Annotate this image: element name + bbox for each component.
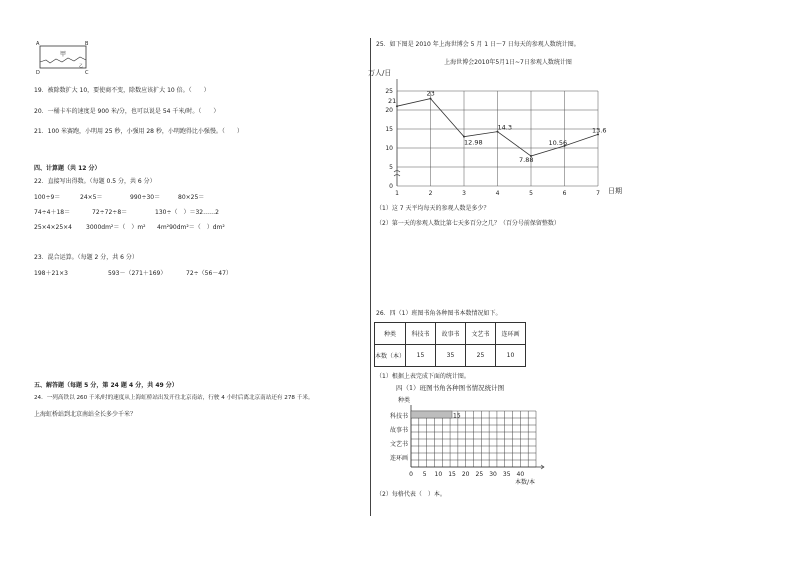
- bar-chart-x-tick: 20: [461, 471, 470, 478]
- bar-chart-x-tick: 40: [516, 471, 525, 478]
- line-chart-ylabel: 万人/日: [368, 69, 392, 77]
- bar-chart: [366, 380, 566, 490]
- line-chart-x-tick: 1: [395, 190, 399, 197]
- question-25-2: （2）第一天的参观人数比第七天多百分之几？（百分号前保留整数）: [376, 220, 560, 227]
- question-26-1: （1）根据上表完成下面的统计图。: [376, 373, 470, 380]
- bar-chart-x-tick: 25: [475, 471, 484, 478]
- line-chart-y-tick: 25: [385, 88, 393, 95]
- line-chart-point: [430, 98, 432, 100]
- question-22: 22．直接写出得数。（每题 0.5 分，共 6 分）: [34, 178, 156, 185]
- line-chart-x-tick: 6: [562, 190, 567, 197]
- bar-chart-bar: [411, 411, 452, 418]
- bar-chart-category-label: 连环画: [389, 455, 408, 462]
- table-cell: 本数（本）: [375, 345, 406, 367]
- line-chart-xlabel: 日期: [608, 187, 622, 195]
- line-chart-x-tick: 4: [495, 190, 500, 197]
- line-chart-data-label: 7.88: [519, 156, 534, 165]
- question-20: 20．一桶卡车的速度是 900 米/分，也可以说是 54 千米/时。（ ）: [34, 108, 220, 115]
- table-cell: 15: [406, 345, 436, 367]
- question-23: 23．混合运算。（每题 2 分，共 6 分）: [34, 254, 138, 261]
- section-5-heading: 五、解答题（每题 5 分，第 24 题 4 分，共 49 分）: [34, 382, 178, 389]
- mix-2: 593－（271＋169）: [108, 270, 167, 277]
- calc-1-3: 990÷30＝: [130, 194, 161, 201]
- calc-2-3: 130÷（ ）＝32……2: [155, 209, 219, 216]
- bar-chart-title: 四（1）班图书角各种图书情况统计图: [396, 384, 505, 392]
- table-header-cell: 科技书: [406, 323, 436, 345]
- calc-2-2: 72÷72÷8＝: [92, 209, 128, 216]
- calc-2-1: 74÷4＋18＝: [34, 209, 71, 216]
- line-chart-y-tick: 5: [389, 164, 393, 171]
- question-25-1: （1）这 7 天平均每天的参观人数是多少？: [376, 205, 490, 212]
- table-header-cell: 种类: [375, 323, 406, 345]
- calc-3-2: 3000dm²＝（ ）m²: [86, 224, 146, 231]
- table-row: [375, 323, 526, 345]
- table-cell: 35: [436, 345, 466, 367]
- question-25: 25．如下图是 2010 年上海世博会 5 月 1 日～7 日每天的参观人数统计图。: [376, 41, 580, 48]
- calc-1-2: 24×5＝: [80, 194, 103, 201]
- region-label-yi: 乙: [79, 63, 83, 68]
- line-chart-x-tick: 5: [529, 190, 533, 197]
- bar-chart-x-tick: 5: [422, 471, 427, 478]
- line-chart-x-tick: 7: [596, 190, 600, 197]
- line-chart-data-label: 21: [388, 97, 397, 106]
- line-chart-y-tick: 0: [389, 183, 393, 190]
- line-chart-data-label: 14.3: [497, 123, 512, 132]
- corner-label-a: A: [36, 41, 40, 47]
- calc-1-1: 100÷9＝: [34, 194, 61, 201]
- bar-chart-value-label: 15: [453, 412, 461, 420]
- line-chart-y-tick: 20: [385, 107, 393, 114]
- line-chart-point: [396, 105, 398, 107]
- question-24-line1: 24．一列高铁以 260 千米/时的速度从上海虹桥站出发开往北京南站，行驶 4 小时后离北京南站还有 278 千米。: [34, 395, 314, 401]
- books-table: [374, 322, 526, 367]
- line-chart-point: [463, 136, 465, 138]
- question-24-line2: 上海虹桥站到北京南站全长多少千米？: [34, 411, 137, 418]
- bar-chart-x-tick: 15: [448, 471, 456, 478]
- line-chart-y-tick: 10: [385, 145, 393, 152]
- table-cell: 10: [496, 345, 526, 367]
- bar-chart-x-tick: 35: [502, 471, 511, 478]
- region-label-jia: 甲: [60, 51, 67, 58]
- rectangle-figure: [36, 40, 92, 76]
- question-19: 19．被除数扩大 10，要使商不变，除数应该扩大 10 倍。（ ）: [34, 87, 210, 94]
- line-chart-data-label: 10.56: [548, 138, 568, 147]
- section-4-heading: 四、计算题（共 12 分）: [34, 165, 101, 172]
- corner-label-c: C: [85, 70, 89, 76]
- mix-3: 72÷（56－47）: [186, 270, 232, 277]
- bar-chart-category-label: 故事书: [389, 427, 408, 434]
- line-chart-y-tick: 15: [385, 126, 393, 133]
- line-chart-title: 上海世博会2010年5月1日~7日参观人数统计图: [444, 59, 572, 66]
- bar-chart-ylabel: 种类: [398, 397, 411, 404]
- line-chart-data-label: 23: [426, 89, 435, 98]
- bar-chart-x-tick: 0: [409, 471, 413, 478]
- table-header-cell: 文艺书: [466, 323, 496, 345]
- bar-chart-x-tick: 10: [434, 471, 443, 478]
- table-header-cell: 连环画: [496, 323, 526, 345]
- question-26-2: （2）每格代表（ ）本。: [376, 491, 446, 498]
- line-chart-data-label: 13.6: [592, 126, 607, 135]
- line-chart-data-label: 12.98: [464, 138, 483, 147]
- table-row: [375, 345, 526, 367]
- calc-3-3: 4m²90dm²＝（ ）dm²: [157, 224, 225, 231]
- question-26: 26．四（1）班图书角各种图书本数情况如下。: [376, 310, 502, 317]
- table-cell: 25: [466, 345, 496, 367]
- line-chart-x-tick: 3: [462, 190, 466, 197]
- corner-label-b: B: [85, 41, 89, 47]
- calc-1-4: 80×25＝: [178, 194, 205, 201]
- line-chart: [366, 54, 636, 202]
- bar-chart-category-label: 科技书: [389, 413, 408, 420]
- mix-1: 198＋21×3: [34, 270, 68, 277]
- question-21: 21．100 米赛跑，小明用 25 秒，小强用 28 秒，小明跑得比小强慢。（ ）: [34, 128, 243, 135]
- bar-chart-xlabel: 本数/本: [515, 479, 536, 486]
- line-chart-x-tick: 2: [428, 190, 433, 197]
- bar-chart-x-tick: 30: [489, 471, 497, 478]
- corner-label-d: D: [36, 70, 40, 76]
- bar-chart-category-label: 文艺书: [389, 441, 408, 448]
- table-header-cell: 故事书: [436, 323, 466, 345]
- calc-3-1: 25×4×25×4: [34, 224, 72, 231]
